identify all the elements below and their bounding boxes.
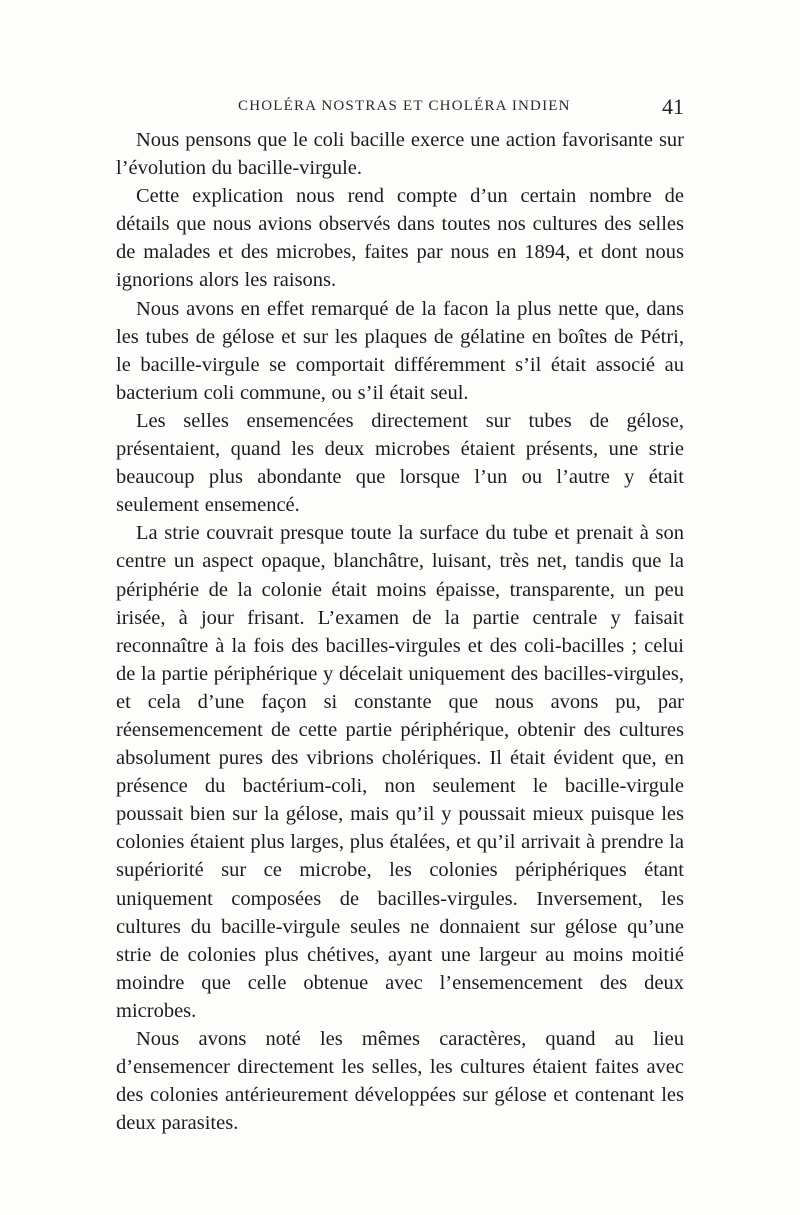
running-title: CHOLÉRA NOSTRAS ET CHOLÉRA INDIEN	[238, 98, 571, 114]
paragraph-6: Nous avons noté les mêmes caractères, quand au lieu d’ensemencer directement les selles, les cultures étaient faites avec des colonies antérieurement développées sur gélose et contenant les deux parasites.	[116, 1028, 684, 1135]
paragraph-4: Les selles ensemencées directement sur tubes de gélose, présentaient, quand les deux microbes étaient présents, une strie beaucoup plus abondante que lorsque l’un ou l’autre y était seulement ensemencé.	[116, 409, 684, 517]
paragraph-5: La strie couvrait presque toute la surface du tube et prenait à son centre un aspect opaque, blanchâtre, luisant, très net, tandis que la périphérie de la colonie était moins épaisse, transparente, un peu irisée, à jour frisant. L’examen de la partie centrale y faisait reconnaître à la fois des bacilles-virgules et des coli-bacilles ; celui de la partie périphérique y décelait uniquement des bacilles-virgules, et cela d’une façon si constante que nous avons pu, par réensemencement de cette partie périphérique, obtenir des cultures absolument pures des vibrions cholériques. Il était évident que, en présence du bactérium-coli, non seulement le bacille-virgule poussait bien sur la gélose, mais qu’il y poussait mieux puisque les colonies étaient plus larges, plus étalées, et qu’il arrivait à prendre la supériorité sur ce microbe, les colonies périphériques étant uniquement composées de bacilles-virgules. Inversement, les cultures du bacille-virgule seules ne donnaient sur gélose qu’une strie de colonies plus chétives, ayant une largeur au moins moitié moindre que celle obtenue avec l’ensemencement des deux microbes.	[116, 522, 684, 1022]
paragraph-1: Nous pensons que le coli bacille exerce une action favorisante sur l’évolution du bacille-virgule.	[116, 129, 684, 180]
paragraph-2: Cette explication nous rend compte d’un certain nombre de détails que nous avions observés dans toutes nos cultures des selles de malades et des microbes, faites par nous en 1894, et dont nous ignorions alors les raisons.	[116, 185, 684, 292]
running-head	[118, 94, 684, 120]
paragraph-3: Nous avons en effet remarqué de la facon la plus nette que, dans les tubes de gélose et sur les plaques de gélatine en boîtes de Pétri, le bacille-virgule se comportait différemment s’il était associé au bacterium coli commune, ou s’il était seul.	[116, 297, 684, 404]
body-text	[116, 126, 684, 1137]
page-number: 41	[662, 94, 684, 119]
